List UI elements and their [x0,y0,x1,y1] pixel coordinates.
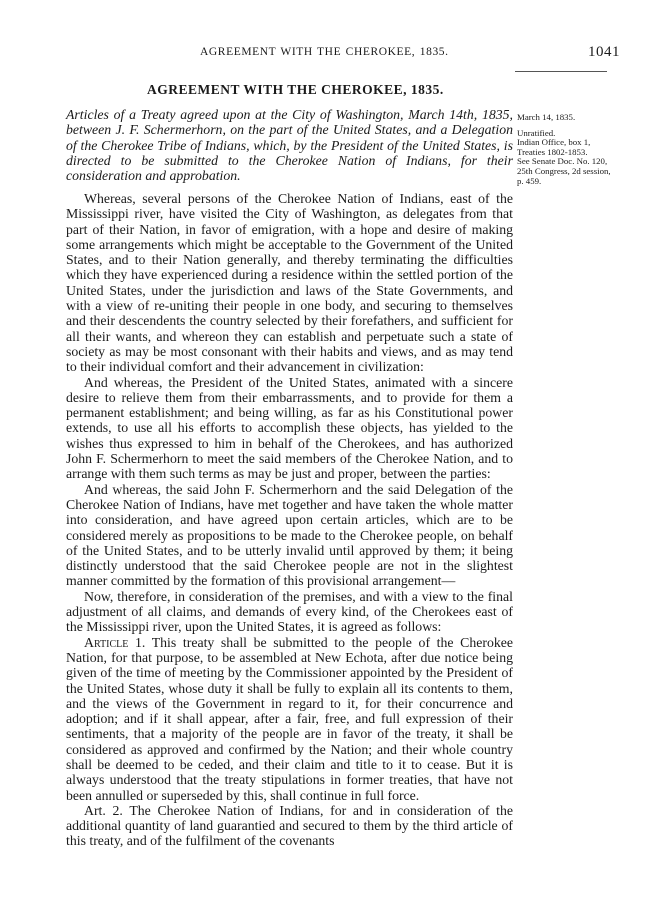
paragraph-whereas-3: And whereas, the said John F. Schermerhorn and the said Delegation of the Cherokee Nation of Indians, have met together and have taken the whole matter into consideration, and have agreed upon certain articles, which are to be considered merely as propositions to be made to the Cherokee people, on behalf of the United States, and to be utterly invalid until approved by them; it being distinctly understood that the said Cherokee people are not in the slightest manner committed by the formation of this provisional arrangement— [66,481,513,589]
article-2-label: Art. 2. [84,802,123,818]
margin-notes [517,113,617,186]
article-1-text: This treaty shall be submitted to the people of the Cherokee Nation, for that purpose, to be assembled at New Echota, after due notice being given of the time of meeting by the Commissioner appointed by the President of the United States, whose duty it shall be fully to explain all its contents to them, and the views of the Government in regard to it, for their concurrence and adoption; and if it shall appear, after a fair, free, and full expression of their sentiments, that a majority of the people are in favor of the treaty, it shall be considered as approved and confirmed by the Nation; and their whole country shall be deemed to be ceded, and their claim and title to it to cease. But it is always understood that the treaty stipulations in former treaties, that have not been annulled or superseded by this, shall continue in full force. [66,634,514,803]
margin-note-date: March 14, 1835. [517,112,576,122]
margin-note-status: Unratified. [517,127,556,138]
paragraph-now-therefore: Now, therefore, in consideration of the premises, and with a view to the final adjustment of all claims, and demands of every kind, of the Cherokees east of the Mississippi river, upon the United States, it is agreed as follows: [66,588,513,635]
article-1-label: Article 1. [84,634,146,650]
treaty-body [66,191,513,849]
article-2-text: The Cherokee Nation of Indians, for and in consideration of the additional quantity of land guarantied and secured to them by the third article of this treaty, and of the fulfilment of the covenants [66,802,513,849]
paragraph-whereas-1: Whereas, several persons of the Cherokee Nation of Indians, east of the Mississippi river, have visited the City of Washington, as delegates from that part of their Nation, in favor of emigration, with a hope and desire of making some arrangements which might be acceptable to the Government of the United States, and to their Nation generally, and thereby terminating the difficulties which they have experienced during a residence within the settled portion of the United States, under the jurisdiction and laws of the State Governments, and with a view of re-uniting their people in one body, and securing to themselves and their descendents the country selected by their forefathers, and sufficient for all their wants, and whereon they can establish and perpetuate such a state of society as may be most consonant with their habits and views, and as may tend to their individual comfort and their advancement in civilization: [66,191,513,375]
paragraph-whereas-2: And whereas, the President of the United States, animated with a sincere desire to relieve them from their embarrassments, and to provide for them a permanent establishment; and being willing, as far as his Constitutional power extends, to use all his efforts to accomplish these objects, has yielded to the wishes thus expressed to him in behalf of the Cherokees, and has authorized John F. Schermerhorn to meet the said members of the Cherokee Nation, and to arrange with them such terms as may be just and proper, between the parties: [66,374,513,482]
article-1 [66,635,513,803]
margin-note-senate-doc: See Senate Doc. No. 120, 25th Congress, 2d session, p. 459. [517,156,611,186]
article-2 [66,803,513,849]
margin-note-source: Indian Office, box 1, Treaties 1802-1853. [517,137,591,157]
page-number: 1041 [588,44,620,60]
header-rule [515,71,607,72]
treaty-preamble: Articles of a Treaty agreed upon at the City of Washington, March 14th, 1835, between J. F. Schermerhorn, on the part of the United States, and a Delegation of the Cherokee Tribe of Indians, which, by the President of the United States, is directed to be submitted to the Cherokee Nation of Indians, for their consideration and approbation. [66,107,513,184]
running-head-title: AGREEMENT WITH THE CHEROKEE, 1835. [200,46,449,58]
document-title: AGREEMENT WITH THE CHEROKEE, 1835. [147,82,444,97]
